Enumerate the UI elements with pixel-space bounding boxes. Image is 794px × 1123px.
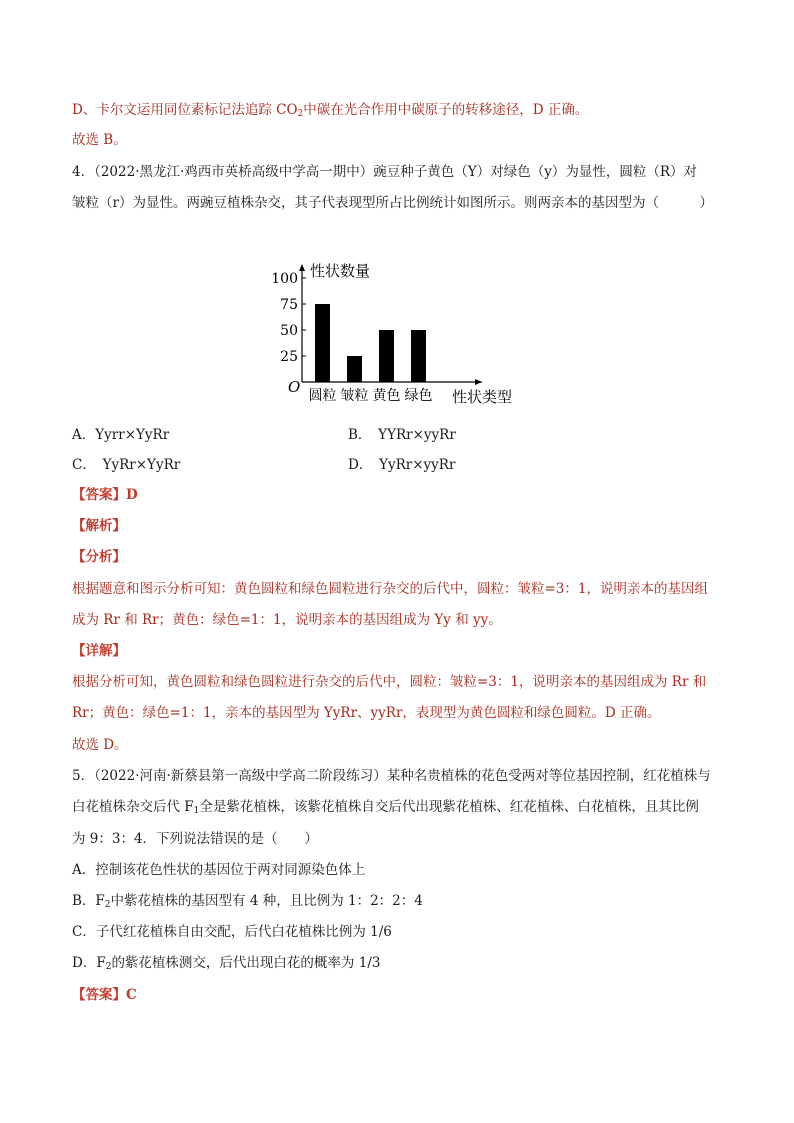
f1-subscript: 1 — [193, 806, 200, 816]
y-axis-label: 性状数量 — [310, 262, 371, 280]
q5-stem-line2-post: 全是紫花植株，该紫花植株自交后代出现紫花植株、红花植株、白花植株，且其比例 — [199, 799, 699, 815]
q4-stem-line1: 4．（2022·黑龙江·鸡西市英桥高级中学高一期中）豌豆种子黄色（Y）对绿色（y）为显性，圆粒（R）对 — [72, 164, 697, 180]
f2-subscript: 2 — [104, 900, 111, 910]
q5-option-b-pre: B．F — [72, 893, 105, 909]
q5-option-b-post: 中紫花植株的基因型有 4 种，且比例为 1：2：2：4 — [110, 893, 423, 909]
x-tick-label: 圆粒 — [308, 388, 337, 404]
q4-option-d[interactable]: D． YyRr×yyRr — [348, 457, 456, 473]
q5-answer-text: 【答案】C — [72, 987, 137, 1003]
q5-stem-line3: 为 9：3：4．下列说法错误的是（ ） — [72, 831, 319, 847]
q4-answer — [72, 485, 138, 505]
q4-stem-line2: 皱粒（r）为显性。两豌豆植株杂交，其子代表现型所占比例统计如图所示。则两亲本的基因型为（ ） — [72, 195, 713, 211]
q4-detail-line2: Rr；黄色：绿色=1：1，亲本的基因型为 YyRr、yyRr，表现型为黄色圆粒和绿色圆粒。D 正确。 — [72, 705, 661, 721]
q5-option-a[interactable]: A．控制该花色性状的基因位于两对同源染色体上 — [72, 862, 366, 878]
bar-3 — [411, 330, 426, 382]
q4-bar-chart — [270, 252, 530, 412]
q5-option-d[interactable] — [72, 953, 380, 977]
y-tick-label: 75 — [280, 297, 298, 313]
x-tick-label: 黄色 — [372, 388, 401, 404]
bar-0 — [315, 304, 330, 382]
f2-subscript-d: 2 — [105, 962, 112, 972]
origin-label: O — [288, 378, 301, 396]
q5-option-d-pre: D．F — [72, 955, 106, 971]
x-tick-label: 皱粒 — [340, 388, 369, 404]
x-tick-label: 绿色 — [404, 388, 433, 404]
q5-stem-line2 — [72, 797, 699, 821]
q4-answer-text: 【答案】D — [72, 487, 138, 503]
q5-answer — [72, 985, 137, 1005]
q4-xiangjie-header: 【详解】 — [72, 643, 126, 659]
q4-conclusion: 故选 D。 — [72, 737, 128, 753]
y-axis-arrow — [299, 264, 305, 271]
q3-text-post: 中碳在光合作用中碳原子的转移途径，D 正确。 — [303, 102, 589, 118]
y-tick-label: 50 — [280, 323, 298, 339]
q5-stem-line2-pre: 白花植株杂交后代 F — [72, 799, 194, 815]
x-axis-arrow — [475, 379, 482, 385]
q5-option-c[interactable]: C．子代红花植株自由交配，后代白花植株比例为 1/6 — [72, 924, 392, 940]
q4-option-a[interactable]: A．Yyrr×YyRr — [72, 427, 170, 443]
bar-2 — [379, 330, 394, 382]
q3-conclusion: 故选 B。 — [72, 132, 127, 148]
bar-1 — [347, 356, 362, 382]
q4-option-b[interactable]: B． YYRr×yyRr — [348, 427, 456, 443]
q4-fenxi-line1: 根据题意和图示分析可知：黄色圆粒和绿色圆粒进行杂交的后代中，圆粒：皱粒=3：1，说明亲本的基因组 — [72, 581, 708, 597]
q5-option-d-post: 的紫花植株测交，后代出现白花的概率为 1/3 — [111, 955, 381, 971]
q5-stem-line1: 5．（2022·河南·新蔡县第一高级中学高二阶段练习）某种名贵植株的花色受两对等位基因控制，红花植株与 — [72, 768, 711, 784]
q4-detail-line1: 根据分析可知，黄色圆粒和绿色圆粒进行杂交的后代中，圆粒：皱粒=3：1，说明亲本的基因组成为 Rr 和 — [72, 674, 707, 690]
co2-subscript: 2 — [297, 109, 304, 119]
q3-text-pre: D、卡尔文运用同位素标记法追踪 CO — [72, 102, 298, 118]
q4-jiexi-header: 【解析】 — [72, 518, 126, 534]
q5-option-b[interactable] — [72, 891, 423, 915]
y-tick-label: 25 — [280, 349, 298, 365]
x-axis-label: 性状类型 — [452, 388, 513, 406]
q4-fenxi-line2: 成为 Rr 和 Rr；黄色：绿色=1：1，说明亲本的基因组成为 Yy 和 yy。 — [72, 612, 502, 628]
q4-option-c[interactable]: C． YyRr×YyRr — [72, 457, 181, 473]
y-tick-label: 100 — [271, 271, 298, 287]
q3-option-d-explanation — [72, 100, 588, 124]
q4-fenxi-header: 【分析】 — [72, 549, 126, 565]
